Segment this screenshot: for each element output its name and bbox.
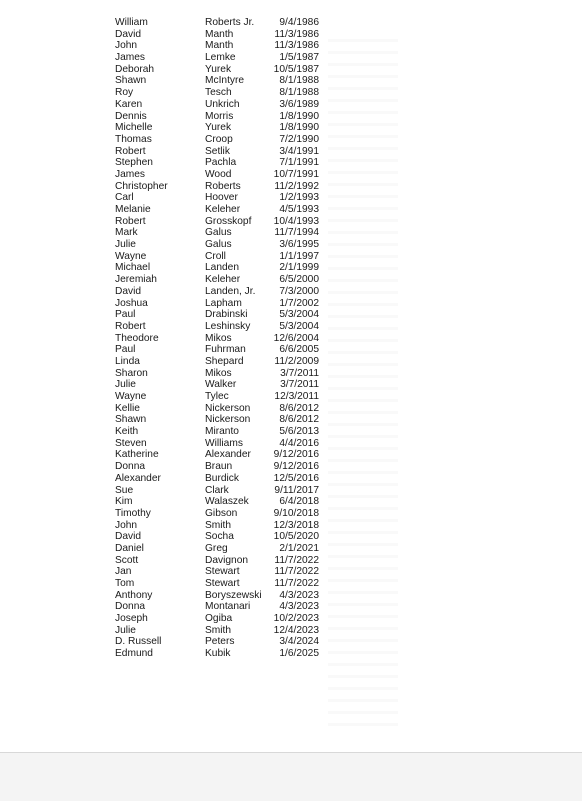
date: 10/5/2020: [273, 531, 319, 543]
last-name: Tesch: [205, 87, 232, 99]
last-name: Walker: [205, 379, 237, 391]
first-name: Christopher: [115, 180, 168, 192]
last-name: Gibson: [205, 507, 238, 519]
date: 5/3/2004: [279, 309, 319, 321]
first-name: Joshua: [115, 297, 148, 309]
date: 8/1/1988: [279, 87, 319, 99]
last-name: Fuhrman: [205, 344, 246, 356]
last-name: Wood: [205, 168, 232, 180]
first-name: Wayne: [115, 250, 147, 262]
first-name: Anthony: [115, 589, 153, 601]
last-name: Stewart: [205, 578, 240, 589]
last-name: Unkrich: [205, 98, 240, 110]
last-name: Hoover: [205, 192, 238, 204]
first-name: Julie: [115, 379, 136, 391]
date: 1/7/2002: [279, 297, 319, 309]
first-name: Carl: [115, 192, 134, 204]
date: 3/7/2011: [280, 379, 319, 391]
first-name: Scott: [115, 554, 139, 566]
first-name: Wayne: [115, 391, 147, 402]
last-name: Montanari: [205, 601, 251, 613]
last-name: Greg: [205, 542, 228, 554]
date: 1/5/1987: [279, 52, 319, 64]
first-name: Thomas: [115, 133, 152, 145]
first-name: Paul: [115, 309, 136, 321]
date: 2/1/1999: [279, 262, 319, 274]
last-name: Lapham: [205, 297, 242, 309]
date: 8/6/2012: [279, 414, 319, 426]
last-name: Galus: [205, 239, 232, 251]
last-name: Alexander: [205, 449, 251, 461]
date: 11/7/2022: [274, 578, 319, 589]
last-name: Manth: [205, 40, 234, 52]
date: 7/3/2000: [279, 285, 319, 297]
first-name: Tom: [115, 578, 135, 589]
first-name: Stephen: [115, 157, 153, 169]
date: 9/4/1986: [279, 17, 319, 28]
date: 10/4/1993: [273, 215, 319, 227]
last-name: Landen: [205, 262, 239, 274]
date: 10/2/2023: [273, 613, 319, 625]
first-name: Joseph: [115, 613, 148, 625]
date: 10/5/1987: [273, 63, 319, 75]
date: 6/4/2018: [279, 496, 319, 508]
last-name: Morris: [205, 110, 234, 122]
date: 1/6/2025: [279, 648, 319, 660]
date: 12/3/2018: [273, 519, 319, 531]
last-name: Socha: [205, 531, 234, 543]
date: 2/1/2021: [279, 542, 319, 554]
last-name: Nickerson: [205, 402, 251, 414]
last-name: Davignon: [205, 554, 249, 566]
first-name: Katherine: [115, 449, 159, 461]
date: 9/10/2018: [273, 507, 319, 519]
last-name: Tylec: [205, 391, 229, 402]
last-name: Braun: [205, 461, 233, 473]
date: 12/5/2016: [273, 472, 319, 484]
first-name: Julie: [115, 624, 136, 636]
last-name: Yurek: [205, 122, 232, 134]
date: 5/3/2004: [279, 320, 319, 332]
date: 11/7/1994: [274, 227, 319, 239]
first-name: Timothy: [115, 507, 151, 519]
last-name: Kubik: [205, 648, 231, 660]
first-name: Theodore: [115, 332, 159, 344]
first-name: Daniel: [115, 542, 144, 554]
date: 3/4/1991: [279, 145, 319, 157]
date: 1/2/1993: [279, 192, 319, 204]
date: 8/1/1988: [279, 75, 319, 87]
date: 4/3/2023: [279, 589, 319, 601]
date: 10/7/1991: [273, 168, 319, 180]
first-name: Jeremiah: [115, 274, 157, 286]
first-name: William: [115, 17, 148, 28]
first-name: Paul: [115, 344, 136, 356]
first-name: Sharon: [115, 367, 148, 379]
first-name: Karen: [115, 98, 143, 110]
last-name: Yurek: [205, 63, 232, 75]
date: 11/3/1986: [274, 28, 319, 40]
last-name: Mikos: [205, 332, 232, 344]
first-name: Julie: [115, 239, 136, 251]
first-name: Roy: [115, 87, 134, 99]
first-name: Shawn: [115, 75, 147, 87]
first-name: David: [115, 28, 142, 40]
first-name: Donna: [115, 601, 146, 613]
last-name: Galus: [205, 227, 232, 239]
date: 4/4/2016: [279, 437, 319, 449]
date: 3/6/1989: [279, 98, 319, 110]
last-name: Croop: [205, 133, 233, 145]
last-name: Boryszewski: [205, 589, 262, 601]
last-name: Burdick: [205, 472, 239, 484]
last-name: Setlik: [205, 145, 230, 157]
last-name: Roberts Jr.: [205, 17, 255, 28]
date: 12/4/2023: [273, 624, 319, 636]
first-name: Keith: [115, 426, 139, 438]
first-name: Donna: [115, 461, 146, 473]
last-name: Stewart: [205, 566, 240, 578]
date: 6/5/2000: [279, 274, 319, 286]
date: 9/11/2017: [274, 484, 319, 496]
last-name: Leshinsky: [205, 320, 251, 332]
first-name: Robert: [115, 215, 146, 227]
last-name: Drabinski: [205, 309, 248, 321]
last-name: Smith: [205, 519, 232, 531]
first-name: Steven: [115, 437, 147, 449]
first-name: Linda: [115, 355, 140, 367]
first-name: Kellie: [115, 402, 140, 414]
first-name: Robert: [115, 320, 146, 332]
date: 4/3/2023: [279, 601, 319, 613]
last-name: Lemke: [205, 52, 236, 64]
date: 6/6/2005: [279, 344, 319, 356]
last-name: Smith: [205, 624, 232, 636]
date: 1/8/1990: [279, 122, 319, 134]
first-name: Mark: [115, 227, 138, 239]
date: 3/4/2024: [279, 636, 319, 648]
first-name: Melanie: [115, 204, 151, 215]
date: 11/2/2009: [274, 355, 319, 367]
last-name: Williams: [205, 437, 243, 449]
date: 3/7/2011: [280, 367, 319, 379]
date: 3/6/1995: [279, 239, 319, 251]
date: 11/2/1992: [274, 180, 319, 192]
date: 4/5/1993: [279, 204, 319, 215]
date: 9/12/2016: [273, 461, 319, 473]
last-name: Roberts: [205, 180, 241, 192]
last-name: Shepard: [205, 355, 244, 367]
bleed-through-text: [328, 30, 398, 730]
date: 11/7/2022: [274, 554, 319, 566]
first-name: Edmund: [115, 648, 153, 660]
last-name: Mikos: [205, 367, 232, 379]
date: 1/8/1990: [279, 110, 319, 122]
first-name: Michelle: [115, 122, 153, 134]
last-name: Keleher: [205, 204, 241, 215]
date: 11/3/1986: [274, 40, 319, 52]
first-name: Kim: [115, 496, 133, 508]
date: 12/3/2011: [274, 391, 319, 402]
first-name: David: [115, 531, 142, 543]
first-name: John: [115, 519, 138, 531]
last-name: Grosskopf: [205, 215, 252, 227]
first-name: James: [115, 52, 146, 64]
first-name: Shawn: [115, 414, 147, 426]
date: 12/6/2004: [273, 332, 319, 344]
first-name: David: [115, 285, 142, 297]
first-name: Robert: [115, 145, 146, 157]
last-name: Croll: [205, 250, 226, 262]
date: 1/1/1997: [279, 250, 319, 262]
first-name: Jan: [115, 566, 132, 578]
first-name: Michael: [115, 262, 151, 274]
first-name: Alexander: [115, 472, 161, 484]
date: 9/12/2016: [273, 449, 319, 461]
date: 7/1/1991: [279, 157, 319, 169]
last-name: Nickerson: [205, 414, 251, 426]
first-name: Sue: [115, 484, 134, 496]
last-name: Walaszek: [205, 496, 249, 508]
last-name: Clark: [205, 484, 229, 496]
last-name: Pachla: [205, 157, 237, 169]
first-name: D. Russell: [115, 636, 162, 648]
last-name: Landen, Jr.: [205, 285, 256, 297]
date: 11/7/2022: [274, 566, 319, 578]
last-name: Ogiba: [205, 613, 233, 625]
first-name: James: [115, 168, 146, 180]
last-name: Keleher: [205, 274, 241, 286]
date: 7/2/1990: [279, 133, 319, 145]
last-name: Miranto: [205, 426, 239, 438]
viewer-bottom-margin: [0, 752, 582, 801]
date: 5/6/2013: [279, 426, 319, 438]
date: 8/6/2012: [279, 402, 319, 414]
last-name: Manth: [205, 28, 234, 40]
first-name: Dennis: [115, 110, 147, 122]
first-name: John: [115, 40, 138, 52]
last-name: McIntyre: [205, 75, 245, 87]
first-name: Deborah: [115, 63, 155, 75]
last-name: Peters: [205, 636, 235, 648]
